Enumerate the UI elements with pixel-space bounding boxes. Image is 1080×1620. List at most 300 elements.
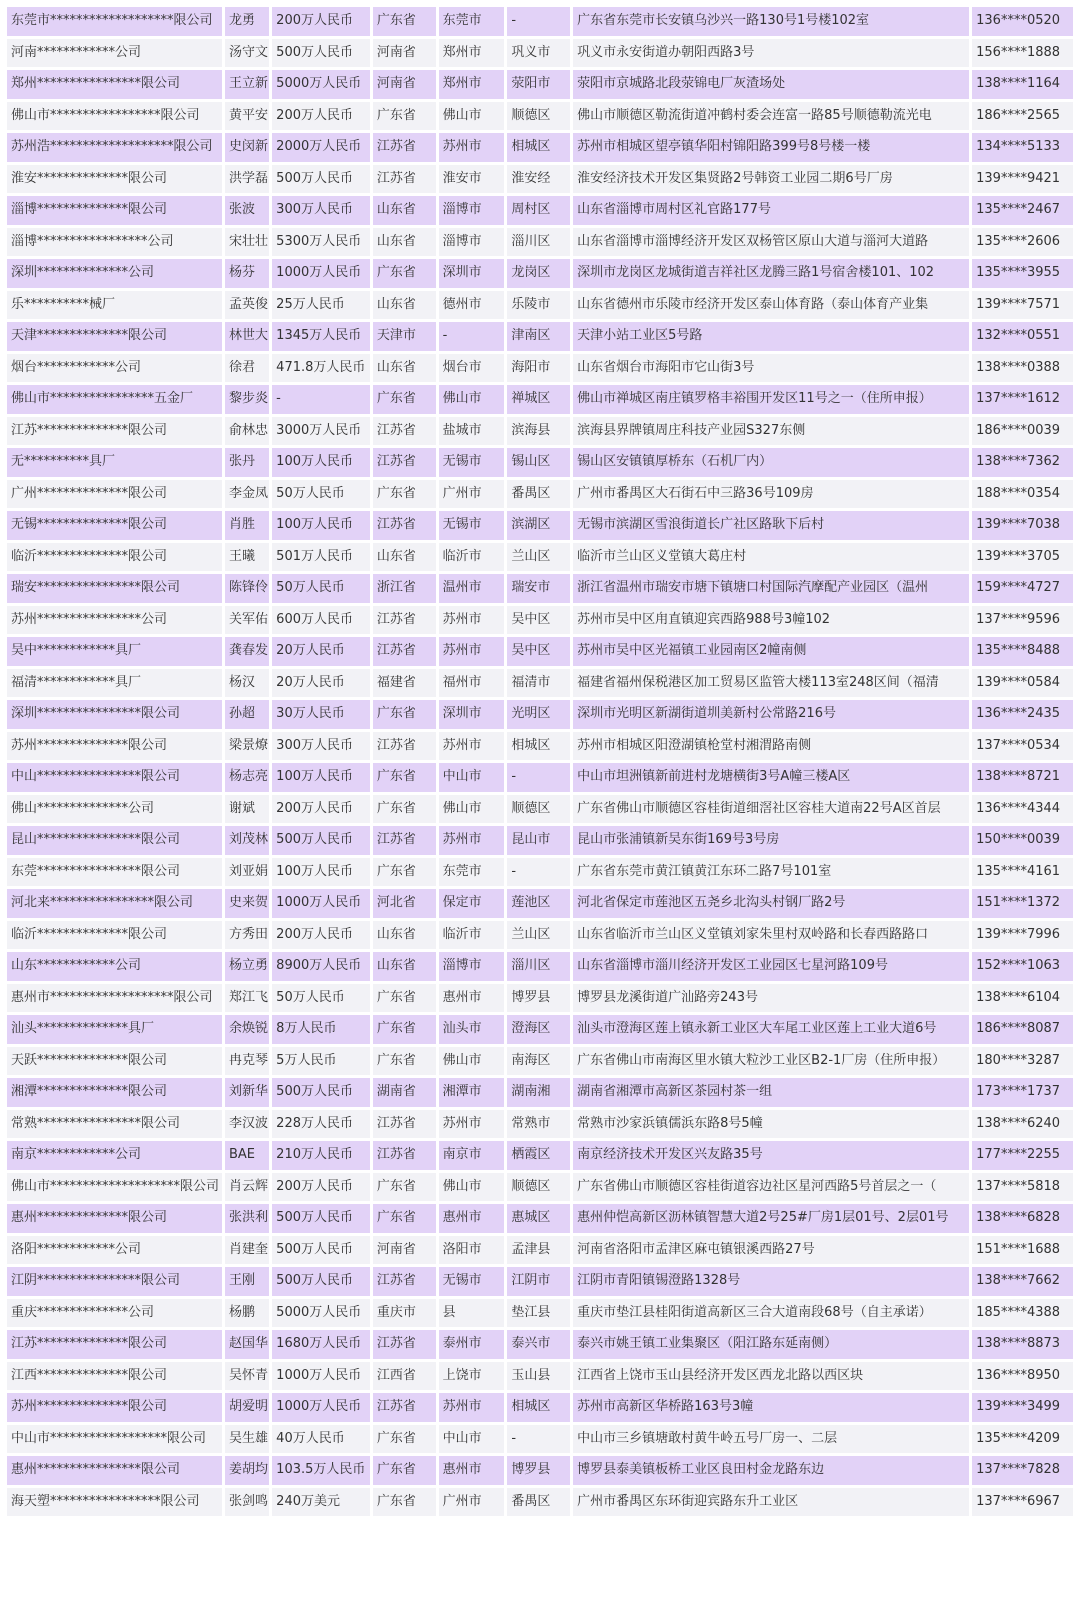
phone-cell: 136****2435 bbox=[972, 700, 1073, 729]
table-row bbox=[7, 952, 1073, 981]
city-cell: 中山市 bbox=[439, 1425, 505, 1454]
province-cell: 广东省 bbox=[373, 700, 436, 729]
city-cell: 佛山市 bbox=[439, 385, 505, 414]
company-name-cell: 佛山**************公司 bbox=[7, 795, 222, 824]
registered-capital-cell: 1000万人民币 bbox=[272, 889, 370, 918]
city-cell: 佛山市 bbox=[439, 795, 505, 824]
district-cell: 海阳市 bbox=[507, 354, 570, 383]
phone-cell: 139****7571 bbox=[972, 291, 1073, 320]
city-cell: 临沂市 bbox=[439, 543, 505, 572]
legal-person-cell: 刘茂林 bbox=[225, 826, 269, 855]
phone-cell: 138****8721 bbox=[972, 763, 1073, 792]
table-row bbox=[7, 1078, 1073, 1107]
legal-person-cell: 孙超 bbox=[225, 700, 269, 729]
company-name-cell: 南京************公司 bbox=[7, 1141, 222, 1170]
address-cell: 广东省东莞市长安镇乌沙兴一路130号1号楼102室 bbox=[573, 7, 969, 36]
phone-cell: 159****4727 bbox=[972, 574, 1073, 603]
company-name-cell: 吴中************具厂 bbox=[7, 637, 222, 666]
table-row bbox=[7, 1299, 1073, 1328]
city-cell: 佛山市 bbox=[439, 1173, 505, 1202]
company-name-cell: 昆山****************限公司 bbox=[7, 826, 222, 855]
table-row bbox=[7, 7, 1073, 36]
registered-capital-cell: 100万人民币 bbox=[272, 858, 370, 887]
company-name-cell: 天津**************限公司 bbox=[7, 322, 222, 351]
registered-capital-cell: 100万人民币 bbox=[272, 511, 370, 540]
legal-person-cell: 余焕锐 bbox=[225, 1015, 269, 1044]
table-row bbox=[7, 259, 1073, 288]
legal-person-cell: 张剑鸣 bbox=[225, 1488, 269, 1517]
address-cell: 山东省淄博市淄博经济开发区双杨管区原山大道与淄河大道路 bbox=[573, 228, 969, 257]
city-cell: 德州市 bbox=[439, 291, 505, 320]
company-name-cell: 广州**************限公司 bbox=[7, 480, 222, 509]
registered-capital-cell: 1000万人民币 bbox=[272, 259, 370, 288]
company-name-cell: 深圳****************限公司 bbox=[7, 700, 222, 729]
province-cell: 山东省 bbox=[373, 921, 436, 950]
company-name-cell: 江苏**************限公司 bbox=[7, 417, 222, 446]
district-cell: 顺德区 bbox=[507, 795, 570, 824]
district-cell: 瑞安市 bbox=[507, 574, 570, 603]
registered-capital-cell: 500万人民币 bbox=[272, 39, 370, 68]
city-cell: 苏州市 bbox=[439, 1110, 505, 1139]
legal-person-cell: 王曦 bbox=[225, 543, 269, 572]
phone-cell: 135****4161 bbox=[972, 858, 1073, 887]
province-cell: 山东省 bbox=[373, 543, 436, 572]
city-cell: 苏州市 bbox=[439, 133, 505, 162]
legal-person-cell: 林世大 bbox=[225, 322, 269, 351]
legal-person-cell: 史来贺 bbox=[225, 889, 269, 918]
company-name-cell: 海天塑*****************限公司 bbox=[7, 1488, 222, 1517]
city-cell: - bbox=[439, 322, 505, 351]
address-cell: 锡山区安镇镇厚桥东（石机厂内） bbox=[573, 448, 969, 477]
district-cell: 江阴市 bbox=[507, 1267, 570, 1296]
address-cell: 汕头市澄海区莲上镇永新工业区大车尾工业区莲上工业大道6号 bbox=[573, 1015, 969, 1044]
address-cell: 佛山市禅城区南庄镇罗格丰裕围开发区11号之一（住所申报） bbox=[573, 385, 969, 414]
phone-cell: 135****2606 bbox=[972, 228, 1073, 257]
phone-cell: 139****3705 bbox=[972, 543, 1073, 572]
province-cell: 江苏省 bbox=[373, 511, 436, 540]
address-cell: 博罗县泰美镇板桥工业区良田村金龙路东边 bbox=[573, 1456, 969, 1485]
legal-person-cell: 郑江飞 bbox=[225, 984, 269, 1013]
district-cell: 孟津县 bbox=[507, 1236, 570, 1265]
legal-person-cell: 吴生雄 bbox=[225, 1425, 269, 1454]
legal-person-cell: 洪学磊 bbox=[225, 165, 269, 194]
province-cell: 山东省 bbox=[373, 228, 436, 257]
address-cell: 临沂市兰山区义堂镇大葛庄村 bbox=[573, 543, 969, 572]
company-name-cell: 淄博**************限公司 bbox=[7, 196, 222, 225]
company-name-cell: 苏州浩*******************限公司 bbox=[7, 133, 222, 162]
legal-person-cell: 谢斌 bbox=[225, 795, 269, 824]
legal-person-cell: 史闵新 bbox=[225, 133, 269, 162]
province-cell: 江苏省 bbox=[373, 133, 436, 162]
district-cell: 惠城区 bbox=[507, 1204, 570, 1233]
province-cell: 广东省 bbox=[373, 7, 436, 36]
city-cell: 惠州市 bbox=[439, 1456, 505, 1485]
registered-capital-cell: 600万人民币 bbox=[272, 606, 370, 635]
phone-cell: 132****0551 bbox=[972, 322, 1073, 351]
province-cell: 广东省 bbox=[373, 1456, 436, 1485]
table-row bbox=[7, 1393, 1073, 1422]
legal-person-cell: 李金凤 bbox=[225, 480, 269, 509]
registered-capital-cell: 500万人民币 bbox=[272, 1204, 370, 1233]
registered-capital-cell: 8万人民币 bbox=[272, 1015, 370, 1044]
legal-person-cell: 张丹 bbox=[225, 448, 269, 477]
phone-cell: 151****1372 bbox=[972, 889, 1073, 918]
province-cell: 江苏省 bbox=[373, 826, 436, 855]
city-cell: 佛山市 bbox=[439, 1047, 505, 1076]
district-cell: 荥阳市 bbox=[507, 70, 570, 99]
registered-capital-cell: 200万人民币 bbox=[272, 921, 370, 950]
address-cell: 深圳市光明区新湖街道圳美新村公常路216号 bbox=[573, 700, 969, 729]
city-cell: 南京市 bbox=[439, 1141, 505, 1170]
table-row bbox=[7, 1047, 1073, 1076]
address-cell: 淮安经济技术开发区集贤路2号韩资工业园二期6号厂房 bbox=[573, 165, 969, 194]
company-name-cell: 淮安**************限公司 bbox=[7, 165, 222, 194]
registered-capital-cell: 103.5万人民币 bbox=[272, 1456, 370, 1485]
registered-capital-cell: 2000万人民币 bbox=[272, 133, 370, 162]
legal-person-cell: 刘新华 bbox=[225, 1078, 269, 1107]
city-cell: 惠州市 bbox=[439, 984, 505, 1013]
legal-person-cell: 梁景燎 bbox=[225, 732, 269, 761]
legal-person-cell: 冉克琴 bbox=[225, 1047, 269, 1076]
table-row bbox=[7, 1362, 1073, 1391]
district-cell: - bbox=[507, 1425, 570, 1454]
city-cell: 温州市 bbox=[439, 574, 505, 603]
table-row bbox=[7, 385, 1073, 414]
city-cell: 惠州市 bbox=[439, 1204, 505, 1233]
address-cell: 广东省佛山市顺德区容桂街道细滘社区容桂大道南22号A区首层 bbox=[573, 795, 969, 824]
city-cell: 汕头市 bbox=[439, 1015, 505, 1044]
legal-person-cell: 陈锋伶 bbox=[225, 574, 269, 603]
registered-capital-cell: 471.8万人民币 bbox=[272, 354, 370, 383]
address-cell: 无锡市滨湖区雪浪街道长广社区路耿下后村 bbox=[573, 511, 969, 540]
legal-person-cell: 俞林忠 bbox=[225, 417, 269, 446]
legal-person-cell: 姜胡均 bbox=[225, 1456, 269, 1485]
registered-capital-cell: 300万人民币 bbox=[272, 196, 370, 225]
phone-cell: 135****8488 bbox=[972, 637, 1073, 666]
legal-person-cell: 龙勇 bbox=[225, 7, 269, 36]
address-cell: 惠州仲恺高新区沥林镇智慧大道2号25#厂房1层01号、2层01号 bbox=[573, 1204, 969, 1233]
registered-capital-cell: 3000万人民币 bbox=[272, 417, 370, 446]
phone-cell: 136****8950 bbox=[972, 1362, 1073, 1391]
registered-capital-cell: 5300万人民币 bbox=[272, 228, 370, 257]
address-cell: 苏州市相城区阳澄湖镇枪堂村湘渭路南侧 bbox=[573, 732, 969, 761]
province-cell: 江苏省 bbox=[373, 732, 436, 761]
phone-cell: 139****7996 bbox=[972, 921, 1073, 950]
phone-cell: 150****0039 bbox=[972, 826, 1073, 855]
address-cell: 深圳市龙岗区龙城街道吉祥社区龙腾三路1号宿舍楼101、102 bbox=[573, 259, 969, 288]
phone-cell: 156****1888 bbox=[972, 39, 1073, 68]
province-cell: 广东省 bbox=[373, 1204, 436, 1233]
province-cell: 江西省 bbox=[373, 1362, 436, 1391]
table-row bbox=[7, 637, 1073, 666]
table-row bbox=[7, 732, 1073, 761]
province-cell: 江苏省 bbox=[373, 1110, 436, 1139]
city-cell: 无锡市 bbox=[439, 448, 505, 477]
province-cell: 湖南省 bbox=[373, 1078, 436, 1107]
province-cell: 河南省 bbox=[373, 1236, 436, 1265]
address-cell: 昆山市张浦镇新吴东街169号3号房 bbox=[573, 826, 969, 855]
province-cell: 福建省 bbox=[373, 669, 436, 698]
district-cell: 滨海县 bbox=[507, 417, 570, 446]
district-cell: 澄海区 bbox=[507, 1015, 570, 1044]
legal-person-cell: 张洪利 bbox=[225, 1204, 269, 1233]
company-name-cell: 无**********具厂 bbox=[7, 448, 222, 477]
phone-cell: 137****0534 bbox=[972, 732, 1073, 761]
company-name-cell: 无锡**************限公司 bbox=[7, 511, 222, 540]
address-cell: 广东省佛山市顺德区容桂街道容边社区星河西路5号首层之一（ bbox=[573, 1173, 969, 1202]
province-cell: 广东省 bbox=[373, 385, 436, 414]
table-row bbox=[7, 417, 1073, 446]
city-cell: 郑州市 bbox=[439, 70, 505, 99]
registered-capital-cell: 100万人民币 bbox=[272, 763, 370, 792]
table-row bbox=[7, 354, 1073, 383]
registered-capital-cell: 200万人民币 bbox=[272, 795, 370, 824]
phone-cell: 136****4344 bbox=[972, 795, 1073, 824]
district-cell: - bbox=[507, 763, 570, 792]
table-row bbox=[7, 480, 1073, 509]
phone-cell: 186****8087 bbox=[972, 1015, 1073, 1044]
legal-person-cell: 黎步炎 bbox=[225, 385, 269, 414]
province-cell: 江苏省 bbox=[373, 1267, 436, 1296]
legal-person-cell: 杨芬 bbox=[225, 259, 269, 288]
city-cell: 广州市 bbox=[439, 1488, 505, 1517]
registered-capital-cell: 210万人民币 bbox=[272, 1141, 370, 1170]
phone-cell: 136****0520 bbox=[972, 7, 1073, 36]
company-name-cell: 河北来****************限公司 bbox=[7, 889, 222, 918]
legal-person-cell: 王刚 bbox=[225, 1267, 269, 1296]
company-name-cell: 烟台************公司 bbox=[7, 354, 222, 383]
district-cell: 相城区 bbox=[507, 133, 570, 162]
city-cell: 临沂市 bbox=[439, 921, 505, 950]
address-cell: 广东省东莞市黄江镇黄江东环二路7号101室 bbox=[573, 858, 969, 887]
registered-capital-cell: 50万人民币 bbox=[272, 574, 370, 603]
company-name-cell: 福清************具厂 bbox=[7, 669, 222, 698]
district-cell: 顺德区 bbox=[507, 1173, 570, 1202]
province-cell: 河南省 bbox=[373, 39, 436, 68]
city-cell: 烟台市 bbox=[439, 354, 505, 383]
province-cell: 广东省 bbox=[373, 1047, 436, 1076]
phone-cell: 188****0354 bbox=[972, 480, 1073, 509]
province-cell: 江苏省 bbox=[373, 1141, 436, 1170]
legal-person-cell: 胡爱明 bbox=[225, 1393, 269, 1422]
table-row bbox=[7, 448, 1073, 477]
registered-capital-cell: 25万人民币 bbox=[272, 291, 370, 320]
district-cell: - bbox=[507, 858, 570, 887]
phone-cell: 173****1737 bbox=[972, 1078, 1073, 1107]
district-cell: 番禺区 bbox=[507, 480, 570, 509]
legal-person-cell: 李汉波 bbox=[225, 1110, 269, 1139]
legal-person-cell: 黄平安 bbox=[225, 102, 269, 131]
company-name-cell: 苏州**************限公司 bbox=[7, 1393, 222, 1422]
city-cell: 东莞市 bbox=[439, 858, 505, 887]
province-cell: 江苏省 bbox=[373, 1393, 436, 1422]
registered-capital-cell: 8900万人民币 bbox=[272, 952, 370, 981]
district-cell: 博罗县 bbox=[507, 984, 570, 1013]
registered-capital-cell: 1000万人民币 bbox=[272, 1362, 370, 1391]
address-cell: 山东省临沂市兰山区义堂镇刘家朱里村双岭路和长春西路路口 bbox=[573, 921, 969, 950]
registered-capital-cell: 228万人民币 bbox=[272, 1110, 370, 1139]
table-row bbox=[7, 196, 1073, 225]
company-name-cell: 东莞****************限公司 bbox=[7, 858, 222, 887]
province-cell: 山东省 bbox=[373, 952, 436, 981]
legal-person-cell: 肖云辉 bbox=[225, 1173, 269, 1202]
province-cell: 广东省 bbox=[373, 763, 436, 792]
city-cell: 苏州市 bbox=[439, 732, 505, 761]
province-cell: 广东省 bbox=[373, 1488, 436, 1517]
company-name-cell: 苏州****************公司 bbox=[7, 606, 222, 635]
address-cell: 天津小站工业区5号路 bbox=[573, 322, 969, 351]
address-cell: 河北省保定市莲池区五尧乡北沟头村钢厂路2号 bbox=[573, 889, 969, 918]
address-cell: 福建省福州保税港区加工贸易区监管大楼113室248区间（福清 bbox=[573, 669, 969, 698]
district-cell: 常熟市 bbox=[507, 1110, 570, 1139]
city-cell: 深圳市 bbox=[439, 259, 505, 288]
phone-cell: 135****4209 bbox=[972, 1425, 1073, 1454]
address-cell: 重庆市垫江县桂阳街道高新区三合大道南段68号（自主承诺） bbox=[573, 1299, 969, 1328]
registered-capital-cell: 5000万人民币 bbox=[272, 70, 370, 99]
phone-cell: 139****7038 bbox=[972, 511, 1073, 540]
company-name-cell: 瑞安****************限公司 bbox=[7, 574, 222, 603]
legal-person-cell: 吴怀青 bbox=[225, 1362, 269, 1391]
phone-cell: 137****6967 bbox=[972, 1488, 1073, 1517]
company-name-cell: 惠州市*******************限公司 bbox=[7, 984, 222, 1013]
phone-cell: 185****4388 bbox=[972, 1299, 1073, 1328]
address-cell: 博罗县龙溪街道广汕路旁243号 bbox=[573, 984, 969, 1013]
phone-cell: 137****5818 bbox=[972, 1173, 1073, 1202]
company-name-cell: 中山市******************限公司 bbox=[7, 1425, 222, 1454]
phone-cell: 151****1688 bbox=[972, 1236, 1073, 1265]
registered-capital-cell: 40万人民币 bbox=[272, 1425, 370, 1454]
registered-capital-cell: 50万人民币 bbox=[272, 984, 370, 1013]
company-name-cell: 湘潭**************限公司 bbox=[7, 1078, 222, 1107]
phone-cell: 135****2467 bbox=[972, 196, 1073, 225]
table-row bbox=[7, 1488, 1073, 1517]
phone-cell: 138****6240 bbox=[972, 1110, 1073, 1139]
legal-person-cell: 关军佑 bbox=[225, 606, 269, 635]
province-cell: 江苏省 bbox=[373, 606, 436, 635]
province-cell: 广东省 bbox=[373, 259, 436, 288]
table-row bbox=[7, 511, 1073, 540]
phone-cell: 139****9421 bbox=[972, 165, 1073, 194]
province-cell: 山东省 bbox=[373, 196, 436, 225]
city-cell: 淄博市 bbox=[439, 952, 505, 981]
city-cell: 盐城市 bbox=[439, 417, 505, 446]
table-row bbox=[7, 826, 1073, 855]
phone-cell: 180****3287 bbox=[972, 1047, 1073, 1076]
table-row bbox=[7, 1110, 1073, 1139]
registered-capital-cell: - bbox=[272, 385, 370, 414]
city-cell: 苏州市 bbox=[439, 826, 505, 855]
address-cell: 山东省淄博市淄川经济开发区工业园区七星河路109号 bbox=[573, 952, 969, 981]
address-cell: 苏州市吴中区光福镇工业园南区2幢南侧 bbox=[573, 637, 969, 666]
district-cell: 泰兴市 bbox=[507, 1330, 570, 1359]
city-cell: 淄博市 bbox=[439, 228, 505, 257]
address-cell: 泰兴市姚王镇工业集聚区（阳江路东延南侧） bbox=[573, 1330, 969, 1359]
city-cell: 洛阳市 bbox=[439, 1236, 505, 1265]
city-cell: 福州市 bbox=[439, 669, 505, 698]
address-cell: 荥阳市京城路北段荥锦电厂灰渣场处 bbox=[573, 70, 969, 99]
city-cell: 淮安市 bbox=[439, 165, 505, 194]
company-name-cell: 河南************公司 bbox=[7, 39, 222, 68]
phone-cell: 138****6828 bbox=[972, 1204, 1073, 1233]
legal-person-cell: 孟英俊 bbox=[225, 291, 269, 320]
province-cell: 广东省 bbox=[373, 858, 436, 887]
legal-person-cell: 杨志亮 bbox=[225, 763, 269, 792]
table-row bbox=[7, 39, 1073, 68]
city-cell: 郑州市 bbox=[439, 39, 505, 68]
table-row bbox=[7, 165, 1073, 194]
legal-person-cell: BAE bbox=[225, 1141, 269, 1170]
table-row bbox=[7, 795, 1073, 824]
company-name-cell: 重庆**************公司 bbox=[7, 1299, 222, 1328]
city-cell: 淄博市 bbox=[439, 196, 505, 225]
address-cell: 山东省德州市乐陵市经济开发区泰山体育路（泰山体育产业集 bbox=[573, 291, 969, 320]
city-cell: 县 bbox=[439, 1299, 505, 1328]
registered-capital-cell: 500万人民币 bbox=[272, 1236, 370, 1265]
province-cell: 广东省 bbox=[373, 984, 436, 1013]
registered-capital-cell: 500万人民币 bbox=[272, 1267, 370, 1296]
company-name-cell: 惠州****************限公司 bbox=[7, 1456, 222, 1485]
registered-capital-cell: 500万人民币 bbox=[272, 826, 370, 855]
legal-person-cell: 宋壮壮 bbox=[225, 228, 269, 257]
city-cell: 湘潭市 bbox=[439, 1078, 505, 1107]
company-name-cell: 苏州**************限公司 bbox=[7, 732, 222, 761]
city-cell: 深圳市 bbox=[439, 700, 505, 729]
address-cell: 江西省上饶市玉山县经济开发区西龙北路以西区块 bbox=[573, 1362, 969, 1391]
address-cell: 广州市番禺区东环街迎宾路东升工业区 bbox=[573, 1488, 969, 1517]
table-row bbox=[7, 133, 1073, 162]
address-cell: 苏州市高新区华桥路163号3幢 bbox=[573, 1393, 969, 1422]
phone-cell: 186****2565 bbox=[972, 102, 1073, 131]
table-row bbox=[7, 1015, 1073, 1044]
table-row bbox=[7, 1267, 1073, 1296]
registered-capital-cell: 500万人民币 bbox=[272, 1078, 370, 1107]
legal-person-cell: 杨汉 bbox=[225, 669, 269, 698]
district-cell: 光明区 bbox=[507, 700, 570, 729]
district-cell: 滨湖区 bbox=[507, 511, 570, 540]
registered-capital-cell: 501万人民币 bbox=[272, 543, 370, 572]
table-row bbox=[7, 1425, 1073, 1454]
legal-person-cell: 张波 bbox=[225, 196, 269, 225]
table-row bbox=[7, 1204, 1073, 1233]
address-cell: 浙江省温州市瑞安市塘下镇塘口村国际汽摩配产业园区（温州 bbox=[573, 574, 969, 603]
company-name-cell: 常熟****************限公司 bbox=[7, 1110, 222, 1139]
district-cell: 湖南湘 bbox=[507, 1078, 570, 1107]
address-cell: 巩义市永安街道办朝阳西路3号 bbox=[573, 39, 969, 68]
legal-person-cell: 赵国华 bbox=[225, 1330, 269, 1359]
city-cell: 苏州市 bbox=[439, 637, 505, 666]
province-cell: 河北省 bbox=[373, 889, 436, 918]
legal-person-cell: 肖建奎 bbox=[225, 1236, 269, 1265]
province-cell: 广东省 bbox=[373, 1425, 436, 1454]
district-cell: 顺德区 bbox=[507, 102, 570, 131]
city-cell: 苏州市 bbox=[439, 606, 505, 635]
registered-capital-cell: 20万人民币 bbox=[272, 637, 370, 666]
province-cell: 广东省 bbox=[373, 1173, 436, 1202]
company-table bbox=[4, 4, 1076, 1519]
company-name-cell: 汕头**************具厂 bbox=[7, 1015, 222, 1044]
legal-person-cell: 龚春发 bbox=[225, 637, 269, 666]
registered-capital-cell: 1680万人民币 bbox=[272, 1330, 370, 1359]
table-row bbox=[7, 70, 1073, 99]
province-cell: 重庆市 bbox=[373, 1299, 436, 1328]
phone-cell: 138****0388 bbox=[972, 354, 1073, 383]
company-name-cell: 淄博*****************公司 bbox=[7, 228, 222, 257]
district-cell: 博罗县 bbox=[507, 1456, 570, 1485]
registered-capital-cell: 1000万人民币 bbox=[272, 1393, 370, 1422]
province-cell: 天津市 bbox=[373, 322, 436, 351]
registered-capital-cell: 300万人民币 bbox=[272, 732, 370, 761]
district-cell: 南海区 bbox=[507, 1047, 570, 1076]
